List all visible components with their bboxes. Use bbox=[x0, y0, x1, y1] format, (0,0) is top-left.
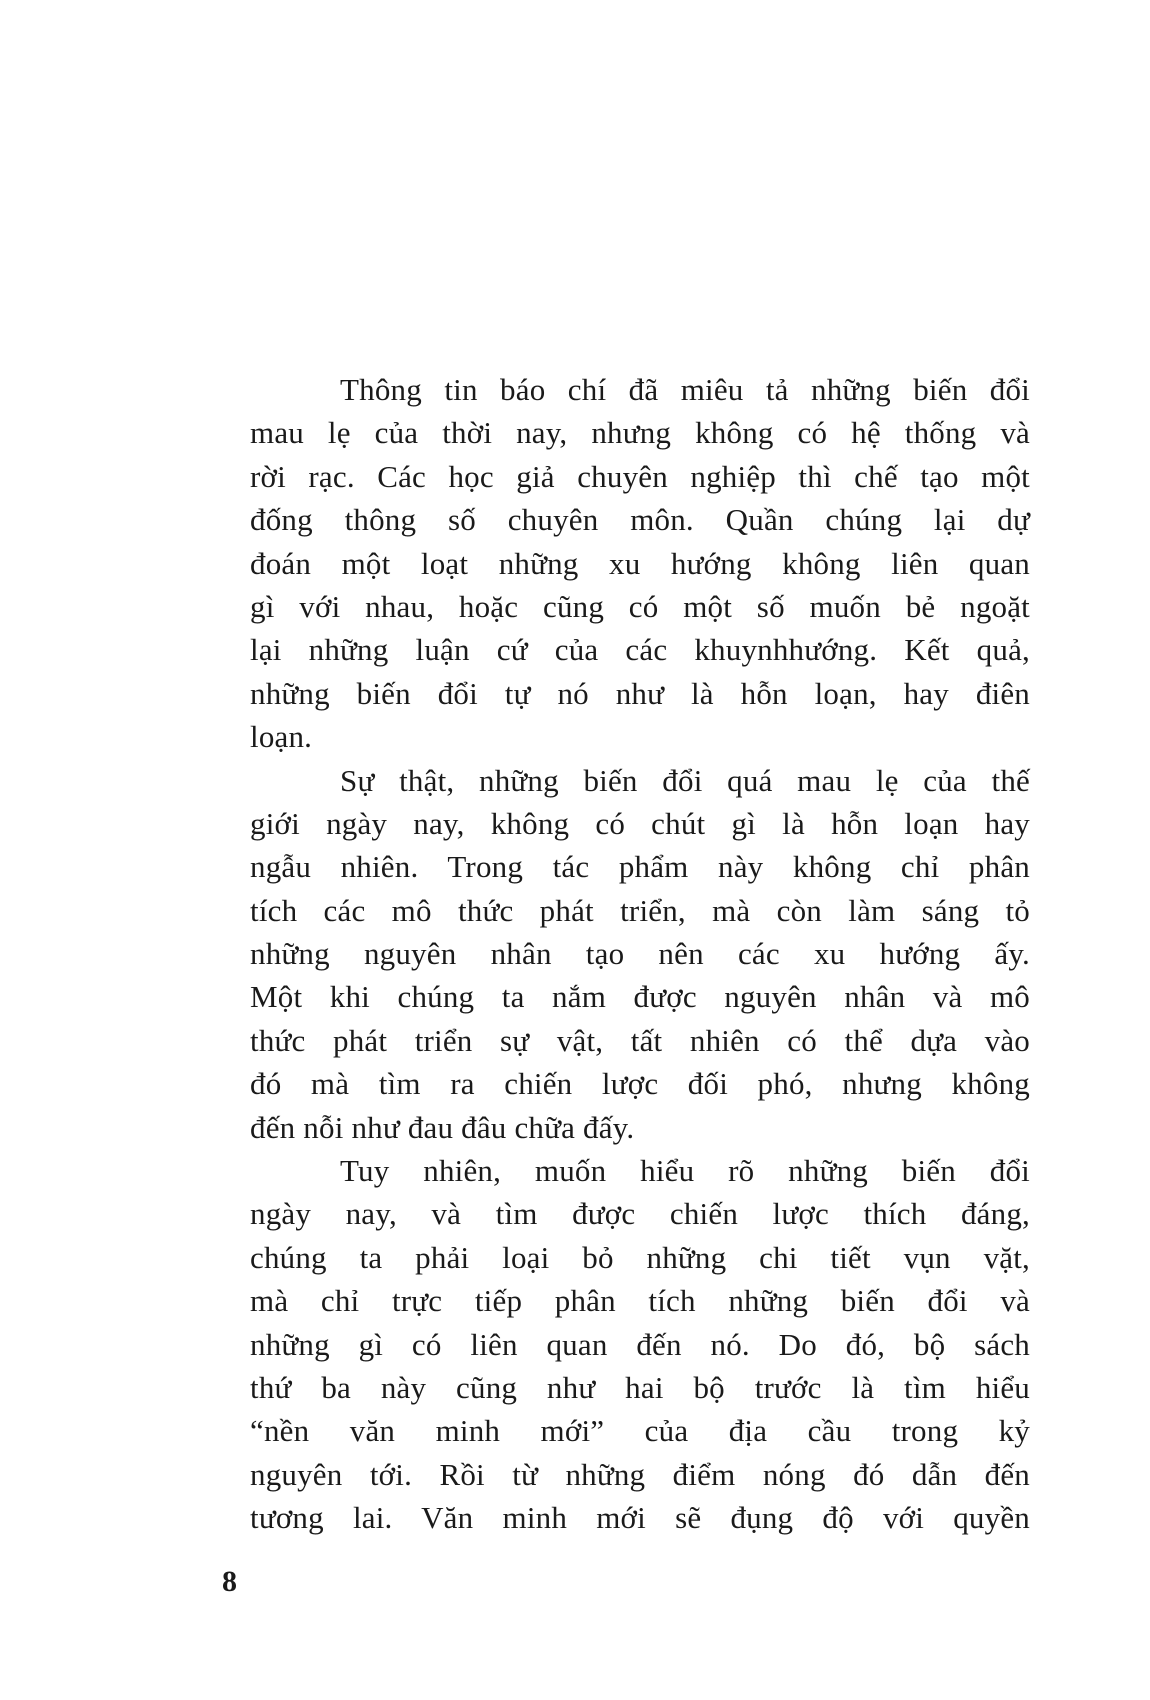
text-line: Một khi chúng ta nắm được nguyên nhân và mô bbox=[250, 979, 1030, 1015]
text-line: mà chỉ trực tiếp phân tích những biến đổi và bbox=[250, 1283, 1030, 1319]
text-line: tương lai. Văn minh mới sẽ đụng độ với quyền bbox=[250, 1500, 1030, 1536]
text-line: gì với nhau, hoặc cũng có một số muốn bẻ ngoặt bbox=[250, 588, 1030, 624]
text-line: mau lẹ của thời nay, nhưng không có hệ thống và bbox=[250, 415, 1030, 451]
text-line: ngẫu nhiên. Trong tác phẩm này không chỉ phân bbox=[250, 849, 1030, 885]
text-line: nguyên tới. Rồi từ những điểm nóng đó dẫn đến bbox=[250, 1456, 1030, 1492]
text-line: thức phát triển sự vật, tất nhiên có thể dựa vào bbox=[250, 1022, 1030, 1058]
text-line: Sự thật, những biến đổi quá mau lẹ của thế bbox=[340, 762, 1030, 798]
text-line: thứ ba này cũng như hai bộ trước là tìm hiểu bbox=[250, 1369, 1030, 1405]
text-line: “nền văn minh mới” của địa cầu trong kỷ bbox=[250, 1413, 1030, 1449]
text-line: ngày nay, và tìm được chiến lược thích đáng, bbox=[250, 1196, 1030, 1232]
paragraph-3 bbox=[250, 1149, 1030, 1540]
text-line: những nguyên nhân tạo nên các xu hướng ấy. bbox=[250, 936, 1030, 972]
text-line: đoán một loạt những xu hướng không liên quan bbox=[250, 545, 1030, 581]
text-line: đến nỗi như đau đâu chữa đấy. bbox=[250, 1109, 635, 1145]
text-line: Tuy nhiên, muốn hiểu rõ những biến đổi bbox=[340, 1153, 1030, 1189]
body-text bbox=[250, 368, 1030, 1540]
text-line: Thông tin báo chí đã miêu tả những biến đổi bbox=[340, 372, 1030, 407]
text-line: đống thông số chuyên môn. Quần chúng lại dự bbox=[250, 502, 1030, 538]
text-line: những gì có liên quan đến nó. Do đó, bộ sách bbox=[250, 1326, 1030, 1362]
text-line: đó mà tìm ra chiến lược đối phó, nhưng không bbox=[250, 1066, 1030, 1102]
text-line: lại những luận cứ của các khuynhhướng. Kết quả, bbox=[250, 632, 1030, 668]
text-line: chúng ta phải loại bỏ những chi tiết vụn vặt, bbox=[250, 1239, 1030, 1275]
text-line: tích các mô thức phát triển, mà còn làm sáng tỏ bbox=[250, 892, 1030, 928]
text-line: rời rạc. Các học giả chuyên nghiệp thì chế tạo một bbox=[250, 458, 1030, 494]
text-line: giới ngày nay, không có chút gì là hỗn loạn hay bbox=[250, 805, 1030, 841]
paragraph-1 bbox=[250, 368, 1030, 759]
text-line: loạn. bbox=[250, 719, 313, 755]
text-line: những biến đổi tự nó như là hỗn loạn, hay điên bbox=[250, 675, 1030, 711]
paragraph-2 bbox=[250, 759, 1030, 1150]
page-number: 8 bbox=[222, 1565, 237, 1598]
